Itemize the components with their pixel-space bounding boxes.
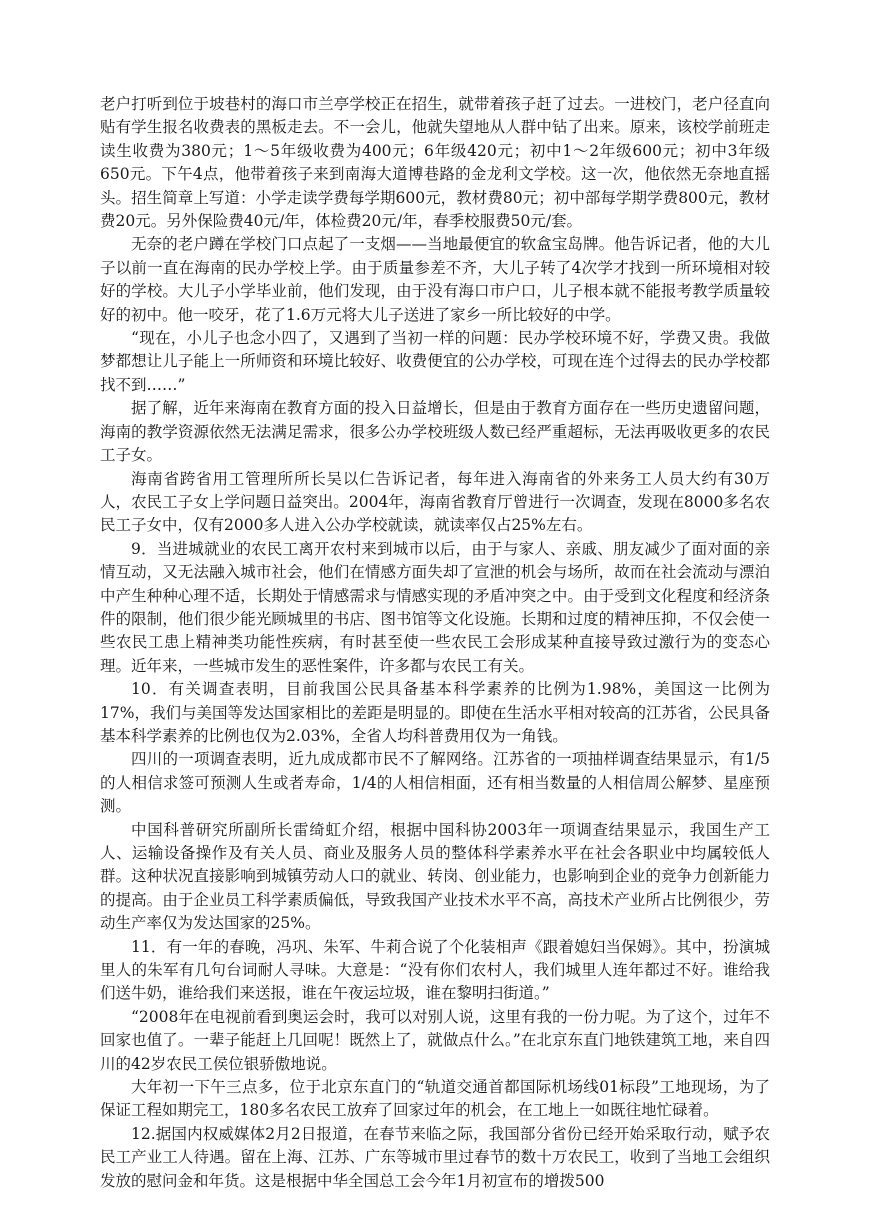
paragraph-8: 四川的一项调查表明，近九成成都市民不了解网络。江苏省的一项抽样调查结果显示，有1/5的人相信求签可预测人生或者寿命，1/4的人相信相面，还有相当数量的人相信周公解梦、星座预测。 [100, 750, 770, 816]
paragraph-2: 无奈的老户蹲在学校门口点起了一支烟——当地最便宜的软盒宝岛牌。他告诉记者，他的大儿子以前一直在海南的民办学校上学。由于质量参差不齐，大儿子转了4次学才找到一所环境相对较好的学校。大儿子小学毕业前，他们发现，由于没有海口市户口，儿子根本就不能报考教学质量较好的初中。他一咬牙，花了1.6万元将大儿子送进了家乡一所比较好的中学。 [100, 235, 770, 324]
paragraph-9: 中国科普研究所副所长雷绮虹介绍，根据中国科协2003年一项调查结果显示，我国生产工人、运输设备操作及有关人员、商业及服务人员的整体科学素养水平在社会各职业中均属较低人群。这种状况直接影响到城镇劳动人口的就业、转岗、创业能力，也影响到企业的竞争力创新能力的提高。由于企业员工科学素质偏低，导致我国产业技术水平不高，高技术产业所占比例很少，劳动生产率仅为发达国家的25%。 [100, 820, 770, 933]
paragraph-11: “2008年在电视前看到奥运会时，我可以对别人说，这里有我的一份力呢。为了这个，过年不回家也值了。一辈子能赶上几回呢！既然上了，就做点什么。”在北京东直门地铁建筑工地，来自四川的42岁农民工侯位银骄傲地说。 [100, 1007, 770, 1073]
paragraph-6: 9．当进城就业的农民工离开农村来到城市以后，由于与家人、亲戚、朋友减少了面对面的亲情互动，又无法融入城市社会，他们在情感方面失却了宣泄的机会与场所，故而在社会流动与漂泊中产生种种心理不适，长期处于情感需求与情感实现的矛盾冲突之中。由于受到文化程度和经济条件的限制，他们很少能光顾城里的书店、图书馆等文化设施。长期和过度的精神压抑，不仅会使一些农民工患上精神类功能性疾病，有时甚至使一些农民工会形成某种直接导致过激行为的变态心理。近年来，一些城市发生的恶性案件，许多都与农民工有关。 [100, 539, 770, 675]
paragraph-1: 老户打听到位于坡巷村的海口市兰亭学校正在招生，就带着孩子赶了过去。一进校门，老户径直向贴有学生报名收费表的黑板走去。不一会儿，他就失望地从人群中钻了出来。原来，该校学前班走读生收费为380元；1～5年级收费为400元；6年级420元；初中1～2年级600元；初中3年级650元。下午4点，他带着孩子来到南海大道博巷路的金龙利文学校。这一次，他依然无奈地直摇头。招生简章上写道：小学走读学费每学期600元，教材费80元；初中部每学期学费800元，教材费20元。另外保险费40元/年，体检费20元/年，春季校服费50元/套。 [100, 95, 770, 231]
paragraph-12: 大年初一下午三点多，位于北京东直门的“轨道交通首都国际机场线01标段”工地现场，为了保证工程如期完工，180多名农民工放弃了回家过年的机会，在工地上一如既往地忙碌着。 [100, 1078, 770, 1120]
document-page [100, 93, 770, 1193]
paragraph-4: 据了解，近年来海南在教育方面的投入日益增长，但是由于教育方面存在一些历史遗留问题，海南的教学资源依然无法满足需求，很多公办学校班级人数已经严重超标，无法再吸收更多的农民工子女。 [100, 399, 770, 465]
paragraph-10: 11．有一年的春晚，冯巩、朱军、牛莉合说了个化装相声《跟着媳妇当保姆》。其中，扮演城里人的朱军有几句台词耐人寻味。大意是：“没有你们农村人，我们城里人连年都过不好。谁给我们送牛奶，谁给我们来送报，谁在午夜运垃圾，谁在黎明扫街道。” [100, 937, 770, 1003]
paragraph-3: “现在，小儿子也念小四了，又遇到了当初一样的问题：民办学校环境不好，学费又贵。我做梦都想让儿子能上一所师资和环境比较好、收费便宜的公办学校，可现在连个过得去的民办学校都找不到……” [100, 329, 770, 394]
paragraph-13: 12.据国内权威媒体2月2日报道，在春节来临之际，我国部分省份已经开始采取行动，赋予农民工产业工人待遇。留在上海、江苏、广东等城市里过春节的数十万农民工，收到了当地工会组织发放的慰问金和年货。这是根据中华全国总工会今年1月初宣布的增拨500 [100, 1124, 770, 1190]
paragraph-7: 10．有关调查表明，目前我国公民具备基本科学素养的比例为1.98%，美国这一比例为17%，我们与美国等发达国家相比的差距是明显的。即使在生活水平相对较高的江苏省，公民具备基本科学素养的比例也仅为2.03%，全省人均科普费用仅为一角钱。 [100, 680, 770, 745]
paragraph-5: 海南省跨省用工管理所所长吴以仁告诉记者，每年进入海南省的外来务工人员大约有30万人，农民工子女上学问题日益突出。2004年，海南省教育厅曾进行一次调查，发现在8000多名农民工子女中，仅有2000多人进入公办学校就读，就读率仅占25%左右。 [100, 469, 770, 535]
